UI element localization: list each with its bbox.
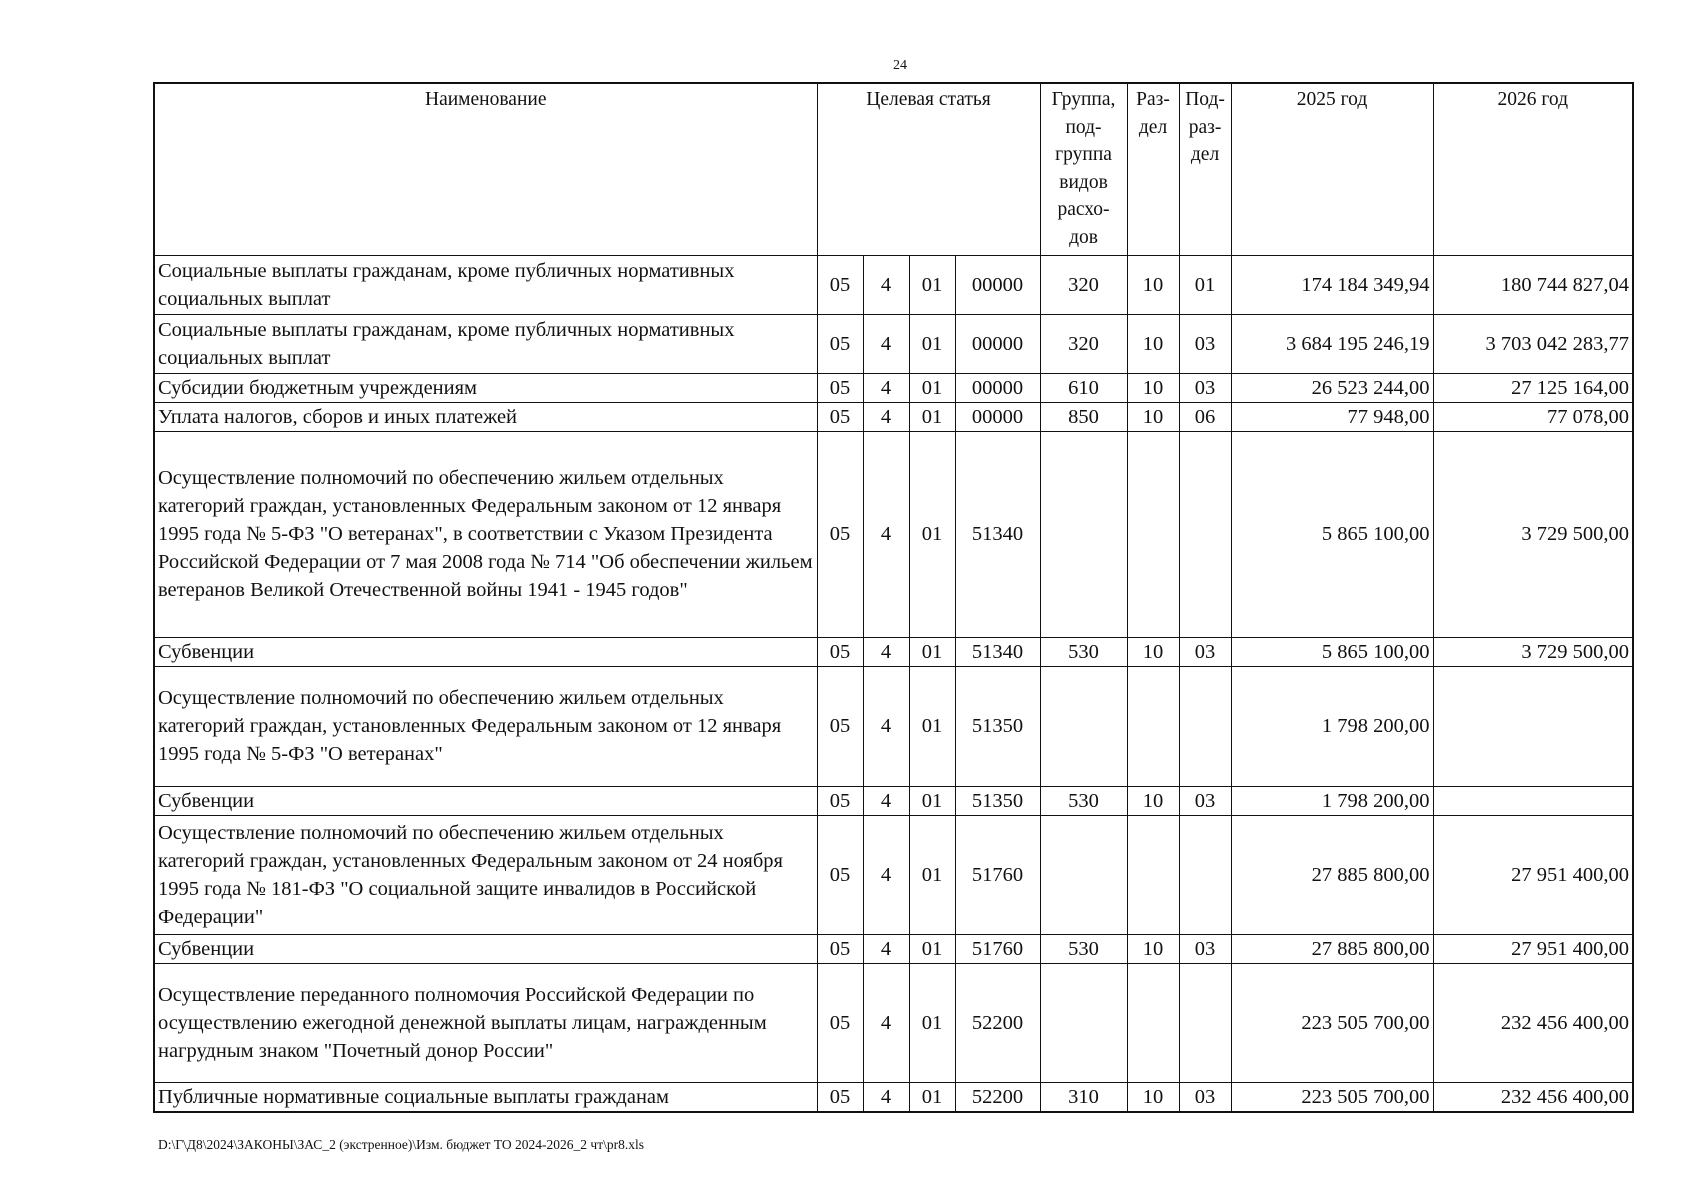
table-row [154, 666, 1633, 786]
code-part-1: 05 [817, 786, 863, 815]
code-part-4: 51350 [955, 786, 1040, 815]
section-code [1127, 963, 1179, 1082]
expense-group-code: 320 [1040, 255, 1127, 314]
code-part-3: 01 [909, 815, 955, 934]
subsection-code: 06 [1179, 402, 1231, 431]
table-row [154, 314, 1633, 373]
code-part-4: 51340 [955, 431, 1040, 637]
row-name: Субвенции [154, 786, 817, 815]
amount-2026: 27 125 164,00 [1433, 373, 1633, 402]
amount-2026 [1433, 786, 1633, 815]
expense-group-code [1040, 815, 1127, 934]
code-part-2: 4 [863, 373, 909, 402]
subsection-code: 01 [1179, 255, 1231, 314]
code-part-3: 01 [909, 934, 955, 963]
section-code: 10 [1127, 637, 1179, 666]
subsection-code [1179, 431, 1231, 637]
page-number: 24 [893, 58, 907, 73]
table-row [154, 934, 1633, 963]
code-part-4: 52200 [955, 1082, 1040, 1112]
subsection-code [1179, 666, 1231, 786]
amount-2025: 27 885 800,00 [1231, 934, 1433, 963]
amount-2025: 223 505 700,00 [1231, 963, 1433, 1082]
expense-group-code: 610 [1040, 373, 1127, 402]
subsection-code: 03 [1179, 786, 1231, 815]
table-row [154, 431, 1633, 637]
amount-2025: 174 184 349,94 [1231, 255, 1433, 314]
expense-group-code [1040, 431, 1127, 637]
section-code [1127, 666, 1179, 786]
subsection-code: 03 [1179, 934, 1231, 963]
amount-2026: 27 951 400,00 [1433, 934, 1633, 963]
code-part-1: 05 [817, 314, 863, 373]
code-part-4: 51350 [955, 666, 1040, 786]
code-part-3: 01 [909, 255, 955, 314]
subsection-code [1179, 815, 1231, 934]
row-name: Осуществление полномочий по обеспечению жильем отдельных категорий граждан, установленных Федеральным законом от 12 января 1995 года № 5-ФЗ "О ветеранах" [154, 666, 817, 786]
amount-2026: 3 703 042 283,77 [1433, 314, 1633, 373]
section-code: 10 [1127, 255, 1179, 314]
code-part-3: 01 [909, 637, 955, 666]
section-code: 10 [1127, 786, 1179, 815]
row-name: Осуществление полномочий по обеспечению жильем отдельных категорий граждан, установленных Федеральным законом от 24 ноября 1995 года № 181-ФЗ "О социальной защите инвалидов в Российской Федерации" [154, 815, 817, 934]
expense-group-code: 320 [1040, 314, 1127, 373]
section-code [1127, 431, 1179, 637]
amount-2026: 232 456 400,00 [1433, 1082, 1633, 1112]
table-row [154, 255, 1633, 314]
header-subsection: Под-раз-дел [1179, 83, 1231, 255]
header-year-2025: 2025 год [1231, 83, 1433, 255]
subsection-code: 03 [1179, 373, 1231, 402]
section-code: 10 [1127, 314, 1179, 373]
code-part-1: 05 [817, 402, 863, 431]
expense-group-code: 530 [1040, 786, 1127, 815]
amount-2026: 232 456 400,00 [1433, 963, 1633, 1082]
section-code: 10 [1127, 1082, 1179, 1112]
amount-2025: 5 865 100,00 [1231, 431, 1433, 637]
expense-group-code: 310 [1040, 1082, 1127, 1112]
code-part-1: 05 [817, 255, 863, 314]
code-part-1: 05 [817, 1082, 863, 1112]
amount-2026: 27 951 400,00 [1433, 815, 1633, 934]
code-part-3: 01 [909, 786, 955, 815]
code-part-4: 51340 [955, 637, 1040, 666]
amount-2026 [1433, 666, 1633, 786]
code-part-4: 00000 [955, 255, 1040, 314]
row-name: Социальные выплаты гражданам, кроме публичных нормативных социальных выплат [154, 255, 817, 314]
header-year-2026: 2026 год [1433, 83, 1633, 255]
amount-2025: 223 505 700,00 [1231, 1082, 1433, 1112]
code-part-2: 4 [863, 666, 909, 786]
expense-group-code: 530 [1040, 637, 1127, 666]
code-part-2: 4 [863, 431, 909, 637]
amount-2025: 1 798 200,00 [1231, 786, 1433, 815]
table-row [154, 963, 1633, 1082]
code-part-1: 05 [817, 373, 863, 402]
row-name: Осуществление полномочий по обеспечению жильем отдельных категорий граждан, установленных Федеральным законом от 12 января 1995 года № 5-ФЗ "О ветеранах", в соответствии с Указом Президента Российской Федерации от 7 мая 2008 года № 714 "Об обеспечении жильем ветеранов Великой Отечественной войны 1941 - 1945 годов" [154, 431, 817, 637]
table-row [154, 786, 1633, 815]
code-part-3: 01 [909, 1082, 955, 1112]
amount-2026: 180 744 827,04 [1433, 255, 1633, 314]
code-part-4: 00000 [955, 402, 1040, 431]
code-part-2: 4 [863, 1082, 909, 1112]
code-part-3: 01 [909, 666, 955, 786]
expense-group-code [1040, 963, 1127, 1082]
table-row [154, 402, 1633, 431]
header-target-article: Целевая статья [817, 83, 1040, 255]
code-part-4: 51760 [955, 815, 1040, 934]
amount-2026: 3 729 500,00 [1433, 431, 1633, 637]
header-expense-group: Группа, под-группа видов расхо-дов [1040, 83, 1127, 255]
subsection-code [1179, 963, 1231, 1082]
row-name: Субвенции [154, 934, 817, 963]
table-row [154, 637, 1633, 666]
amount-2026: 3 729 500,00 [1433, 637, 1633, 666]
table-row [154, 1082, 1633, 1112]
row-name: Субсидии бюджетным учреждениям [154, 373, 817, 402]
code-part-1: 05 [817, 431, 863, 637]
header-section: Раз-дел [1127, 83, 1179, 255]
amount-2025: 26 523 244,00 [1231, 373, 1433, 402]
code-part-1: 05 [817, 963, 863, 1082]
code-part-3: 01 [909, 402, 955, 431]
code-part-4: 52200 [955, 963, 1040, 1082]
expense-group-code [1040, 666, 1127, 786]
row-name: Публичные нормативные социальные выплаты гражданам [154, 1082, 817, 1112]
code-part-1: 05 [817, 934, 863, 963]
section-code: 10 [1127, 402, 1179, 431]
subsection-code: 03 [1179, 314, 1231, 373]
code-part-2: 4 [863, 314, 909, 373]
amount-2025: 77 948,00 [1231, 402, 1433, 431]
code-part-3: 01 [909, 963, 955, 1082]
section-code [1127, 815, 1179, 934]
code-part-2: 4 [863, 255, 909, 314]
code-part-4: 51760 [955, 934, 1040, 963]
code-part-2: 4 [863, 637, 909, 666]
code-part-1: 05 [817, 666, 863, 786]
section-code: 10 [1127, 934, 1179, 963]
amount-2026: 77 078,00 [1433, 402, 1633, 431]
code-part-2: 4 [863, 963, 909, 1082]
row-name: Социальные выплаты гражданам, кроме публичных нормативных социальных выплат [154, 314, 817, 373]
row-name: Субвенции [154, 637, 817, 666]
expense-group-code: 530 [1040, 934, 1127, 963]
code-part-2: 4 [863, 815, 909, 934]
code-part-1: 05 [817, 637, 863, 666]
code-part-1: 05 [817, 815, 863, 934]
table-row [154, 373, 1633, 402]
budget-table [153, 82, 1634, 1113]
code-part-2: 4 [863, 934, 909, 963]
code-part-2: 4 [863, 786, 909, 815]
subsection-code: 03 [1179, 637, 1231, 666]
file-path-footer: D:\Г\Д8\2024\ЗАКОНЫ\ЗАС_2 (экстренное)\Изм. бюджет ТО 2024-2026_2 чт\pr8.xls [158, 1137, 644, 1152]
code-part-3: 01 [909, 373, 955, 402]
row-name: Уплата налогов, сборов и иных платежей [154, 402, 817, 431]
code-part-4: 00000 [955, 373, 1040, 402]
table-row [154, 815, 1633, 934]
code-part-3: 01 [909, 431, 955, 637]
amount-2025: 5 865 100,00 [1231, 637, 1433, 666]
amount-2025: 27 885 800,00 [1231, 815, 1433, 934]
table-header-row [154, 83, 1633, 255]
code-part-2: 4 [863, 402, 909, 431]
section-code: 10 [1127, 373, 1179, 402]
amount-2025: 3 684 195 246,19 [1231, 314, 1433, 373]
code-part-3: 01 [909, 314, 955, 373]
code-part-4: 00000 [955, 314, 1040, 373]
expense-group-code: 850 [1040, 402, 1127, 431]
row-name: Осуществление переданного полномочия Российской Федерации по осуществлению ежегодной денежной выплаты лицам, награжденным нагрудным знаком "Почетный донор России" [154, 963, 817, 1082]
amount-2025: 1 798 200,00 [1231, 666, 1433, 786]
subsection-code: 03 [1179, 1082, 1231, 1112]
header-name: Наименование [154, 83, 817, 255]
